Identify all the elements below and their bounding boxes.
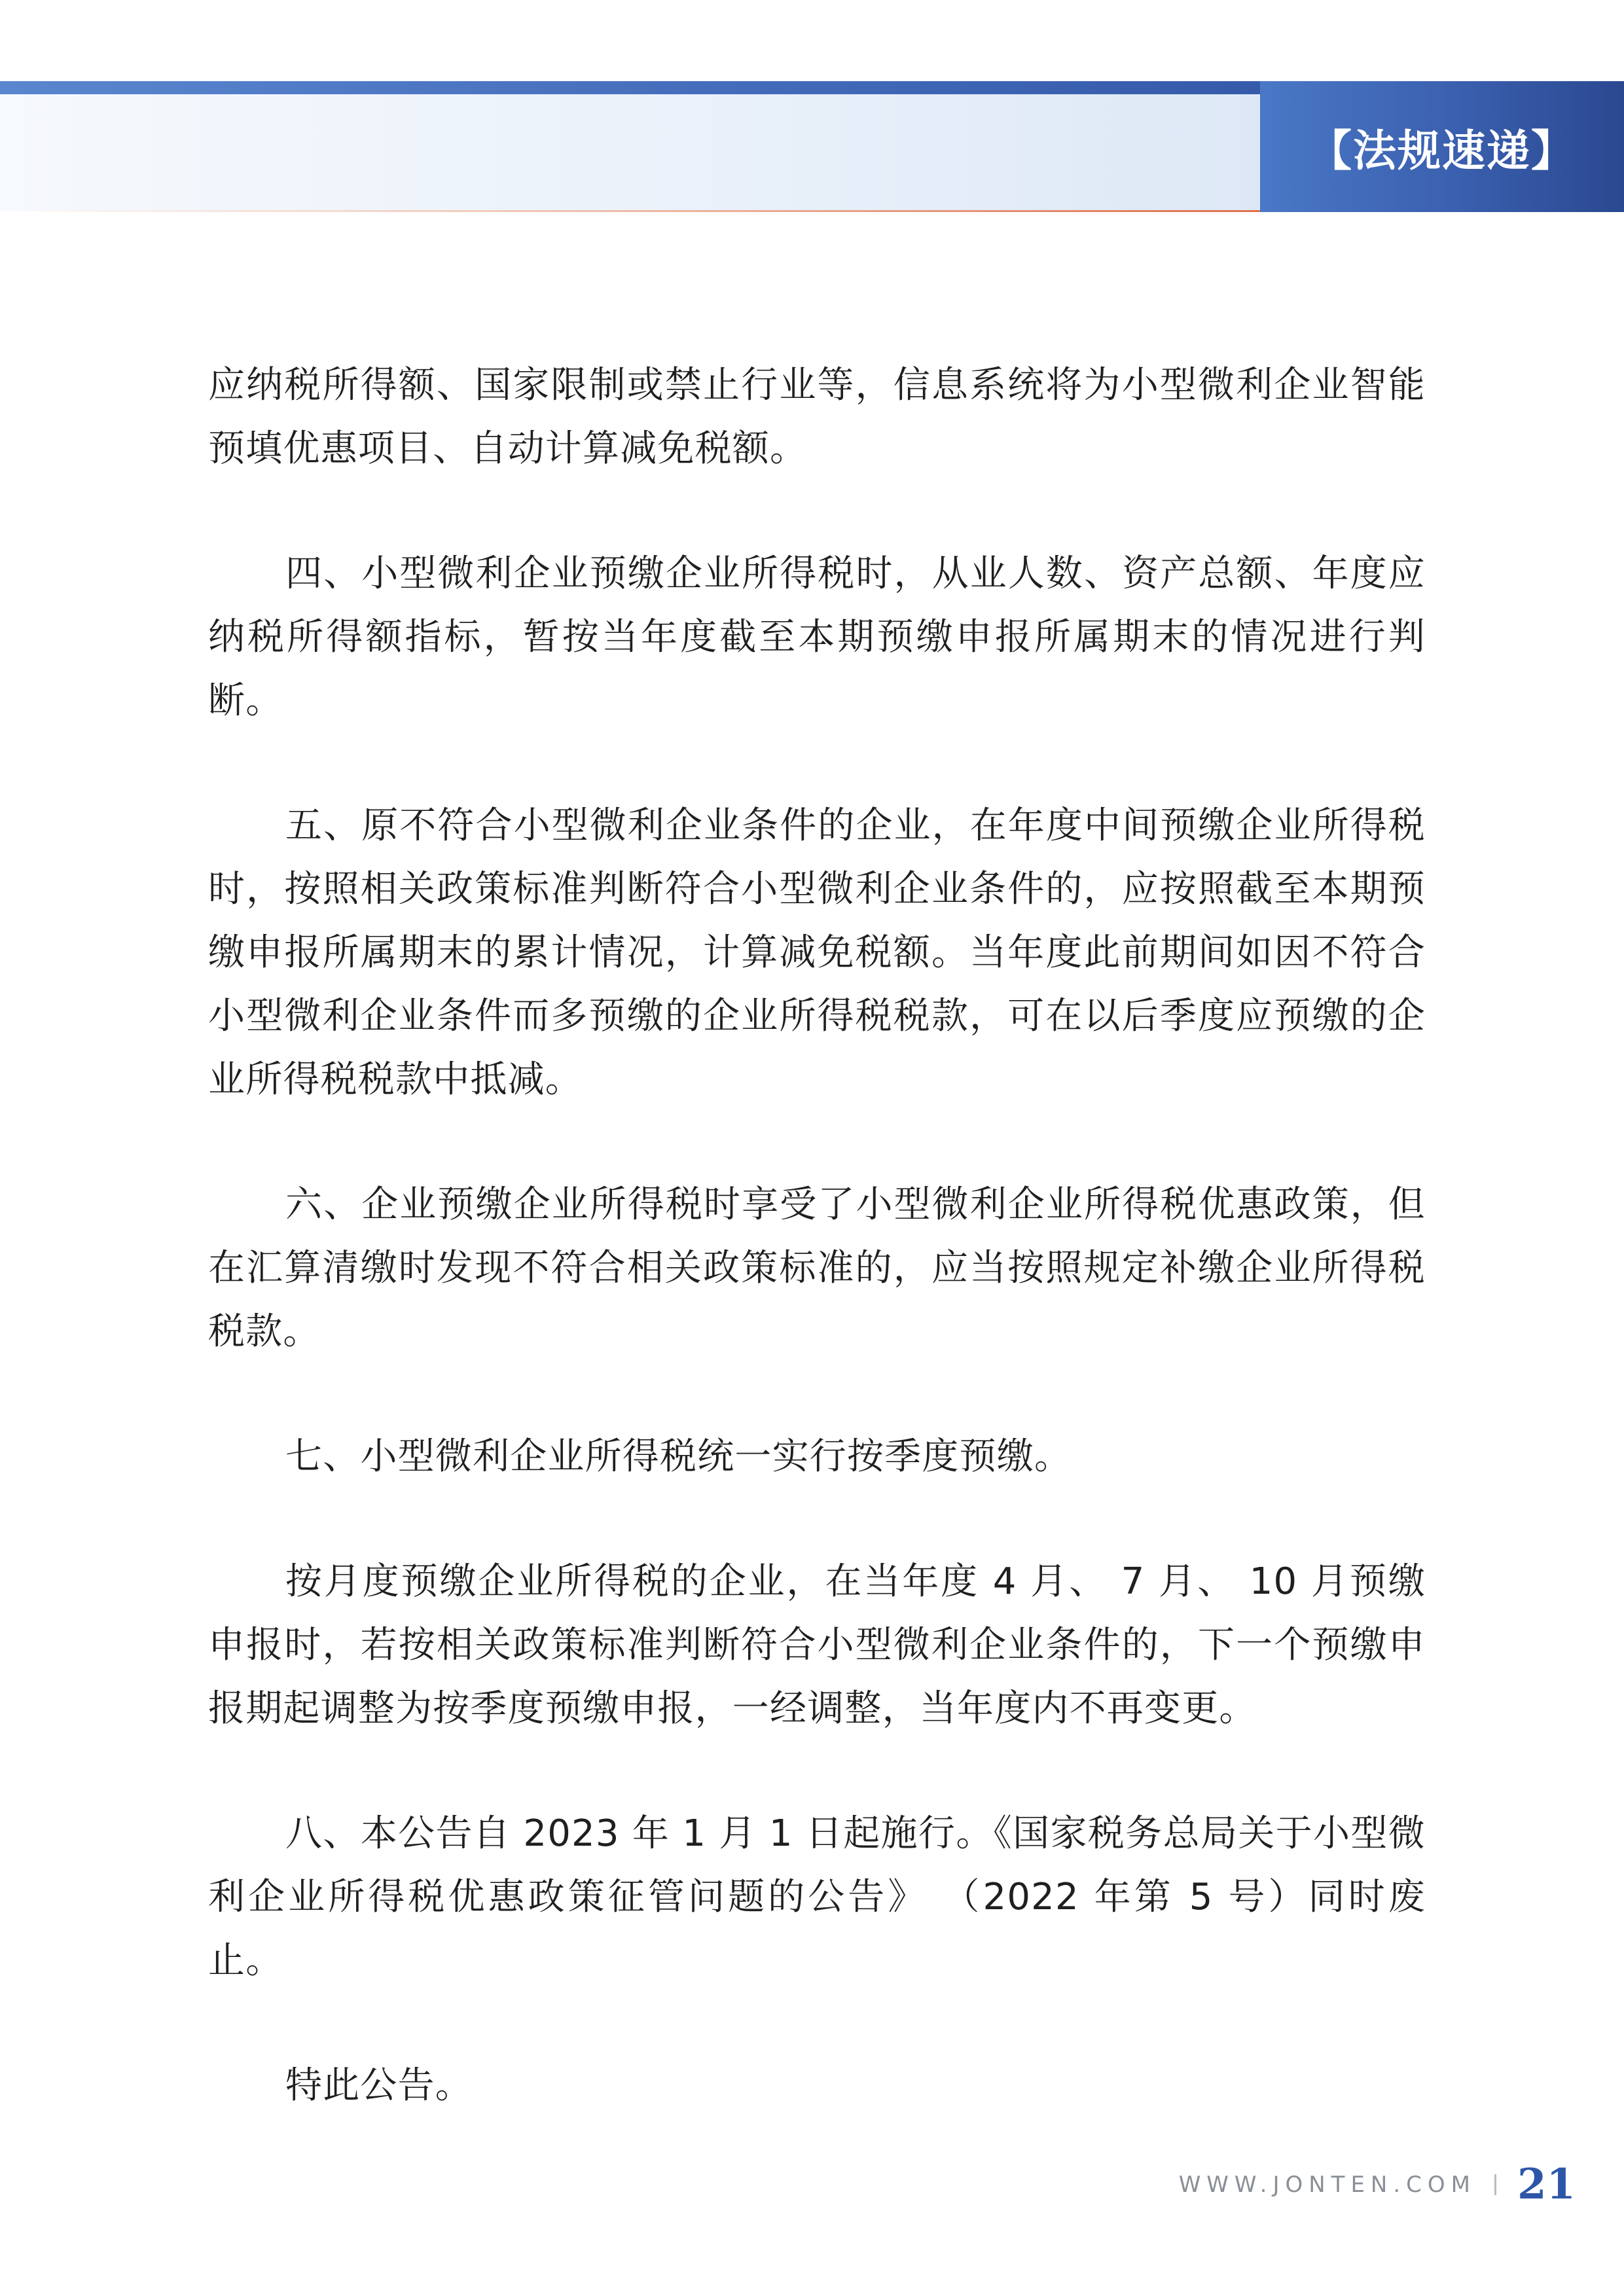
paragraph-item-6: 六、企业预缴企业所得税时享受了小型微利企业所得税优惠政策，但在汇算清缴时发现不符合相关政策标准的，应当按照规定补缴企业所得税税款。	[208, 1183, 1426, 1353]
header-band	[0, 94, 1260, 211]
paragraph-item-7: 七、小型微利企业所得税统一实行按季度预缴。	[285, 1435, 1072, 1478]
paragraph-closing: 特此公告。	[285, 2064, 473, 2107]
section-tag: 【法规速递】	[1260, 81, 1624, 212]
article-body	[208, 353, 1426, 2179]
paragraph-item-8: 八、本公告自 2023 年 1 月 1 日起施行。《国家税务总局关于小型微利企业所得税优惠政策征管问题的公告》 （2022 年第 5 号）同时废止。	[208, 1812, 1426, 1982]
paragraph-monthly-prepay: 按月度预缴企业所得税的企业，在当年度 4 月、 7 月、 10 月预缴申报时，若按相关政策标准判断符合小型微利企业条件的，下一个预缴申报期起调整为按季度预缴申报，一经调整，当年度内不再变更。	[208, 1560, 1426, 1730]
footer-divider	[1494, 2174, 1496, 2195]
paragraph-item-4: 四、小型微利企业预缴企业所得税时，从业人数、资产总额、年度应纳税所得额指标，暂按当年度截至本期预缴申报所属期末的情况进行判断。	[208, 552, 1426, 722]
header-underline	[0, 210, 1260, 212]
paragraph-item-5: 五、原不符合小型微利企业条件的企业，在年度中间预缴企业所得税时，按照相关政策标准判断符合小型微利企业条件的，应按照截至本期预缴申报所属期末的累计情况，计算减免税额。当年度此前期间如因不符合小型微利企业条件而多预缴的企业所得税税款，可在以后季度应预缴的企业所得税税款中抵减。	[208, 804, 1426, 1101]
page-number: 21	[1517, 2160, 1576, 2209]
footer-website: WWW.JONTEN.COM	[1178, 2172, 1476, 2198]
paragraph-continuation: 应纳税所得额、国家限制或禁止行业等，信息系统将为小型微利企业智能预填优惠项目、自动计算减免税额。	[208, 364, 1426, 470]
